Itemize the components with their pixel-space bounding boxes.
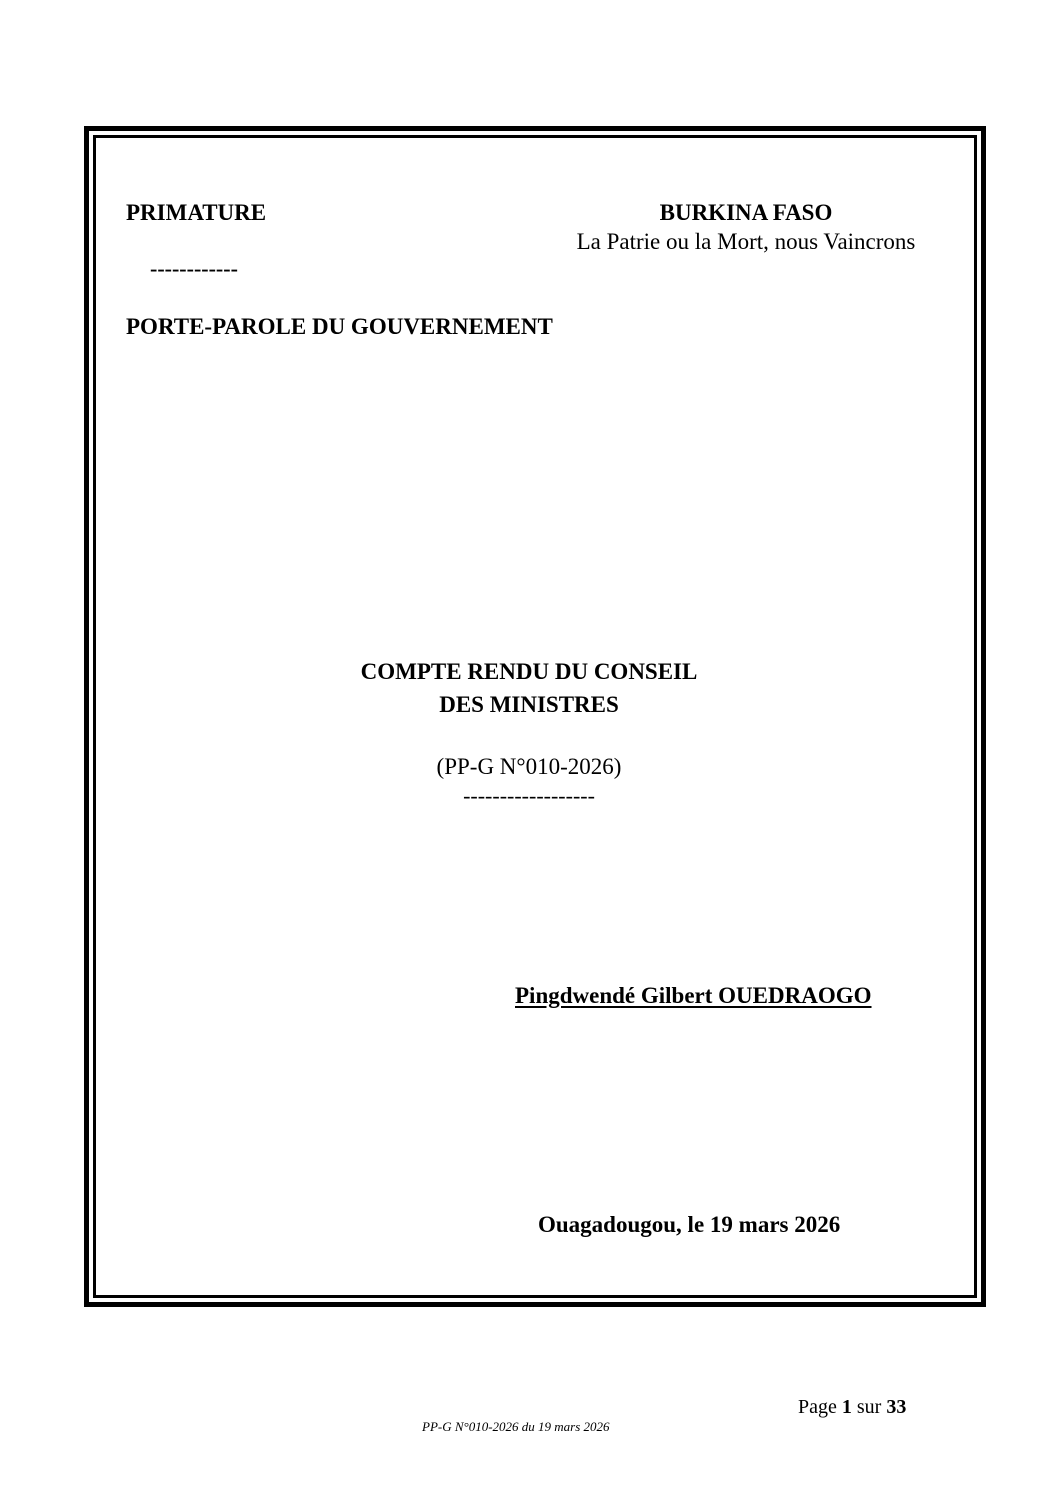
title-separator: ------------------ — [463, 783, 595, 808]
page-of: sur — [856, 1396, 882, 1418]
institution-separator: ------------ — [150, 256, 238, 281]
country-name: BURKINA FASO — [659, 200, 833, 225]
page-label: Page — [798, 1396, 837, 1418]
page-total: 33 — [886, 1396, 907, 1418]
document-reference: (PP-G N°010-2026) — [436, 754, 622, 779]
institution-name: PRIMATURE — [126, 200, 267, 225]
department-name: PORTE-PAROLE DU GOUVERNEMENT — [126, 314, 553, 339]
place-and-date: Ouagadougou, le 19 mars 2026 — [538, 1212, 841, 1237]
national-motto: La Patrie ou la Mort, nous Vaincrons — [576, 229, 916, 254]
signatory-name: Pingdwendé Gilbert OUEDRAOGO — [515, 983, 872, 1008]
footer-reference: PP-G N°010-2026 du 19 mars 2026 — [422, 1419, 610, 1434]
document-title-line2: DES MINISTRES — [439, 692, 619, 717]
page-current: 1 — [841, 1396, 852, 1418]
document-title-line1: COMPTE RENDU DU CONSEIL — [360, 659, 698, 684]
page-number — [798, 1397, 906, 1417]
